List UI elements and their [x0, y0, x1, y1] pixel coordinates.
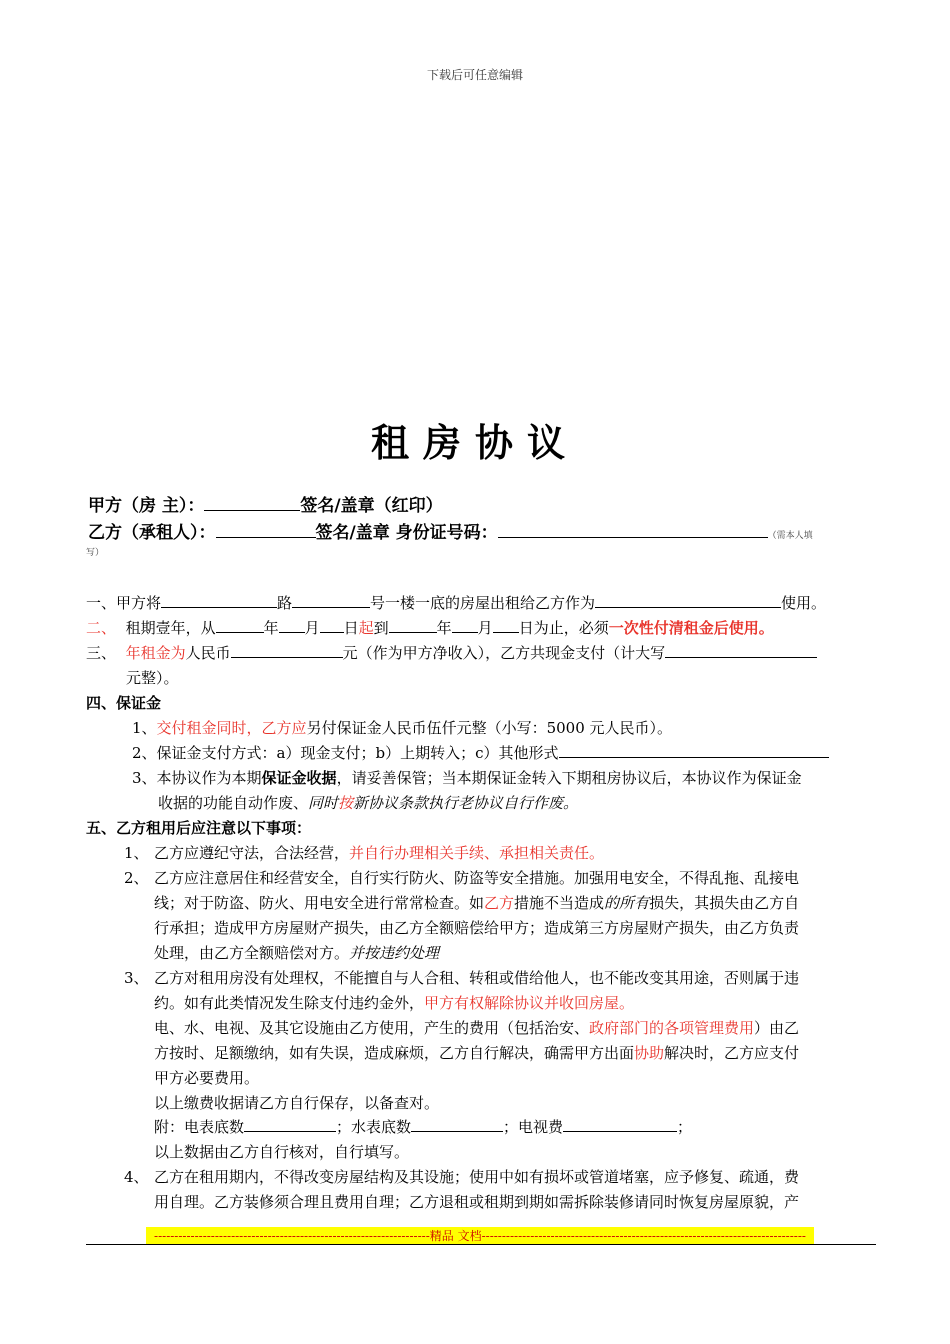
- party-b-note-cont: 写）: [86, 548, 105, 558]
- to-label: 到: [373, 619, 389, 637]
- notice-2-line-1: 乙方应注意居住和经营安全，自行实行防火、防盗等安全措施。加强用电安全，不得乱拖、乱接电: [154, 869, 800, 887]
- clause-3-number: 三、: [86, 644, 117, 662]
- number-blank[interactable]: [292, 592, 370, 608]
- deposit-item-3-text3: 收据的功能自动作废、: [158, 794, 309, 812]
- start-year-blank[interactable]: [216, 617, 264, 633]
- notice-3-text3: ）由乙: [754, 1019, 800, 1037]
- clause-2-text: 租期壹年，从: [125, 619, 216, 637]
- electric-meter-blank[interactable]: [244, 1116, 336, 1132]
- party-a-line: [88, 491, 443, 516]
- clause-2-number: 二、: [86, 619, 117, 637]
- notice-1: [154, 842, 604, 863]
- footer-dashes-right: --------------------------------------------------------------------------------: [481, 1229, 806, 1243]
- water-meter-blank[interactable]: [411, 1116, 503, 1132]
- footer-banner: [146, 1227, 814, 1245]
- section-5-heading: 五、乙方租用后应注意以下事项：: [86, 819, 312, 837]
- notice-1-red: 并自行办理相关手续、承担相关责任。: [349, 844, 605, 862]
- clause-2-text2: 日为止，必须: [518, 619, 609, 637]
- notice-3-line-1: 乙方对租用房没有处理权，不能擅自与人合租、转租或借给他人，也不能改变其用途，否则属于违: [154, 969, 800, 987]
- road-blank[interactable]: [161, 592, 277, 608]
- party-b-note: （需本人填: [767, 531, 813, 541]
- year-label: 年: [263, 619, 279, 637]
- notice-3-line-4: [154, 1042, 799, 1063]
- deposit-item-3-text: 3、本协议作为本期: [132, 769, 262, 787]
- clause-3-cont: 元整）。: [126, 669, 179, 687]
- notice-3-red3: 协助: [634, 1044, 665, 1062]
- notice-2-text3: 损失，其损失由乙方自: [649, 894, 800, 912]
- party-a-name-blank[interactable]: [204, 495, 300, 511]
- deposit-item-3-text2: ，请妥善保管；当本期保证金转入下期租房协议后，本协议作为保证金: [336, 769, 802, 787]
- purpose-blank[interactable]: [595, 592, 781, 608]
- notice-3-number: 3、: [124, 969, 149, 987]
- end-day-blank[interactable]: [493, 617, 519, 633]
- section-4-heading: 四、保证金: [86, 694, 162, 712]
- year-label-2: 年: [436, 619, 452, 637]
- from-label: 起: [358, 619, 374, 637]
- notice-4-line-2: 用自理。乙方装修须合理且费用自理；乙方退租或租期到期如需拆除装修请同时恢复房屋原貌，产: [154, 1193, 800, 1211]
- notice-4-line-1: 乙方在租用期内，不得改变房屋结构及其设施；使用中如有损坏或管道堵塞，应予修复、疏通，费: [154, 1168, 800, 1186]
- notice-3-text2: 电、水、电视、及其它设施由乙方使用，产生的费用（包括治安、: [154, 1019, 590, 1037]
- clause-3-text: 元（作为甲方净收入），乙方共现金支付（计大写: [342, 644, 666, 662]
- header-note: 下载后可任意编辑: [426, 68, 523, 82]
- notice-2-italic2: 并按违约处理: [349, 944, 440, 962]
- notice-2-text2: 措施不当造成: [514, 894, 605, 912]
- clause-2: [86, 617, 774, 638]
- semicolon: ；: [677, 1118, 693, 1136]
- clause-1-text: 一、甲方将: [86, 594, 162, 612]
- notice-3-line-2: [154, 992, 634, 1013]
- meter-readings: [154, 1116, 692, 1137]
- deposit-item-1-text: 另付保证金人民币伍仟元整（小写：5000 元人民币）。: [306, 719, 673, 737]
- tv-fee-blank[interactable]: [563, 1116, 677, 1132]
- notice-2-line-3: 行承担；造成甲方房屋财产损失，由乙方全额赔偿给甲方；造成第三方房屋财产损失，由乙方负责: [154, 919, 800, 937]
- notice-2-line-4: [154, 942, 439, 963]
- notice-3-text: 约。如有此类情况发生除支付违约金外，: [154, 994, 425, 1012]
- rent-capital-blank[interactable]: [665, 642, 817, 658]
- clause-2-emphasis: 一次性付清租金后使用。: [608, 619, 774, 637]
- notice-2-line-2: [154, 892, 799, 913]
- notice-2-number: 2、: [124, 869, 149, 887]
- party-b-name-blank[interactable]: [216, 522, 316, 538]
- clause-1: [86, 592, 826, 613]
- notice-3-text4: 方按时、足额缴纳，如有失误，造成麻烦，乙方自行解决，确需甲方出面: [154, 1044, 635, 1062]
- deposit-item-2-text: 2、保证金支付方式：a）现金支付；b）上期转入；c）其他形式: [132, 744, 559, 762]
- notice-3-line-6: 以上缴费收据请乙方自行保存，以备查对。: [154, 1094, 440, 1112]
- notice-1-number: 1、: [124, 844, 149, 862]
- party-b-sign: 签名/盖章 身份证号码：: [315, 523, 498, 543]
- notice-2-text: 线；对于防盗、防火、用电安全进行常常检查。如: [154, 894, 485, 912]
- start-month-blank[interactable]: [279, 617, 305, 633]
- deposit-item-3-cont: [158, 792, 578, 813]
- end-month-blank[interactable]: [452, 617, 478, 633]
- footer-label: 精品 文档: [429, 1229, 482, 1243]
- currency-label: 人民币: [185, 644, 231, 662]
- id-number-blank[interactable]: [498, 522, 768, 538]
- month-label: 月: [304, 619, 320, 637]
- tv-fee-label: ；电视费: [503, 1118, 564, 1136]
- notice-1-text: 乙方应遵纪守法，合法经营，: [154, 844, 350, 862]
- notice-3-line-3: [154, 1017, 799, 1038]
- clause-1-road: 路: [277, 594, 293, 612]
- deposit-item-1: [132, 717, 672, 738]
- water-meter-label: ；水表底数: [336, 1118, 412, 1136]
- clause-3-red: 年租金为: [125, 644, 186, 662]
- party-b-line: [88, 518, 813, 543]
- footer-dashes-left: --------------------------------------------------------------------: [154, 1229, 430, 1243]
- deposit-item-2: [132, 742, 829, 763]
- notice-3-red2: 政府部门的各项管理费用: [589, 1019, 755, 1037]
- clause-1-text2: 号一楼一底的房屋出租给乙方作为: [370, 594, 596, 612]
- end-year-blank[interactable]: [389, 617, 437, 633]
- start-day-blank[interactable]: [320, 617, 344, 633]
- rent-amount-blank[interactable]: [231, 642, 343, 658]
- deposit-item-1-red: 交付租金同时，乙方应: [156, 719, 307, 737]
- clause-1-end: 使用。: [781, 594, 827, 612]
- notice-3-text5: 解决时，乙方应支付: [664, 1044, 800, 1062]
- party-a-sign: 签名/盖章（红印）: [300, 496, 443, 516]
- party-a-label: 甲方（房 主）：: [88, 496, 205, 516]
- notice-2-red: 乙方: [484, 894, 515, 912]
- notice-2-italic: 的所有: [604, 894, 650, 912]
- deposit-item-3-italic: 同时: [308, 794, 339, 812]
- deposit-receipt-label: 保证金收据: [261, 769, 337, 787]
- clause-3: [86, 642, 817, 663]
- document-title: 租房协议: [370, 421, 579, 465]
- party-b-label: 乙方（承租人）：: [88, 523, 216, 543]
- notice-3-line-5: 甲方必要费用。: [154, 1069, 260, 1087]
- item-number: 1、: [132, 719, 157, 737]
- electric-meter-label: 附：电表底数: [154, 1118, 245, 1136]
- footer-rule: [86, 1244, 876, 1245]
- day-label: 日: [343, 619, 359, 637]
- deposit-item-3-red: 按: [338, 794, 354, 812]
- notice-2-text4: 处理，由乙方全额赔偿对方。: [154, 944, 350, 962]
- deposit-item-3: [132, 767, 802, 788]
- notice-3-line-8: 以上数据由乙方自行核对，自行填写。: [154, 1143, 410, 1161]
- other-payment-blank[interactable]: [559, 742, 829, 758]
- month-label-2: 月: [477, 619, 493, 637]
- notice-3-red: 甲方有权解除协议并收回房屋。: [424, 994, 635, 1012]
- deposit-item-3-italic2: 新协议条款执行老协议自行作废。: [353, 794, 579, 812]
- notice-4-number: 4、: [124, 1168, 149, 1186]
